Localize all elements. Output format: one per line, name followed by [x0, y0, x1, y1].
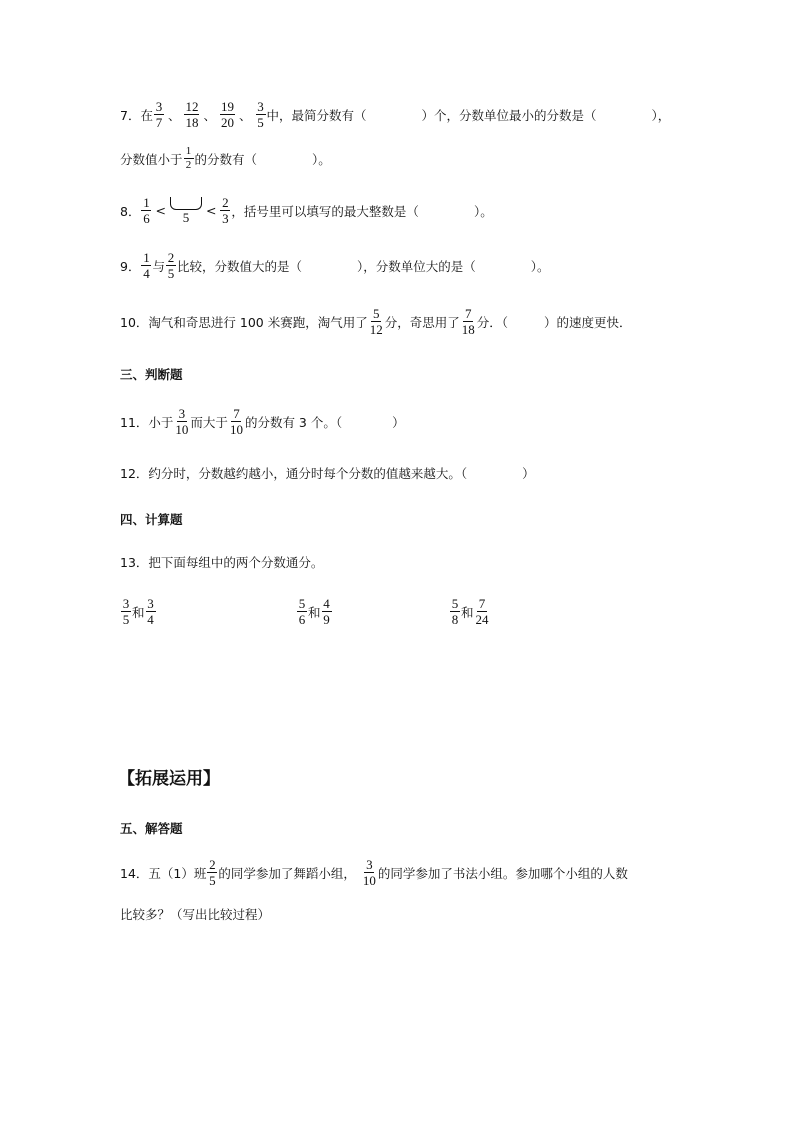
fraction: $\frac{7}{18}$: [461, 306, 475, 337]
fraction: $\frac{5}{6}$: [298, 596, 306, 627]
section-heading-judgement: 三、判断题: [120, 367, 183, 382]
q7-line2: [120, 146, 331, 171]
fraction: $\frac{3}{7}$: [155, 99, 163, 130]
q13-group-3: [449, 597, 491, 626]
q8-text1: ，括号里可以填写的最大整数是（: [231, 203, 419, 219]
fraction: $\frac{4}{9}$: [323, 596, 330, 627]
q10-line: [120, 307, 632, 336]
q9-text2: ），分数单位大的是（: [356, 258, 476, 274]
q8-number: 8．: [120, 203, 141, 219]
conjunction: 和: [308, 604, 321, 620]
extension-heading: 【拓展运用】: [118, 769, 220, 789]
q12-text1: 约分时，分数越约越小，通分时每个分数的值越来越大。（: [148, 466, 468, 481]
fraction: $\frac{5}{8}$: [451, 596, 459, 627]
q7-text1: 中，最简分数有（: [266, 107, 367, 123]
q9-line: [120, 251, 550, 280]
section-heading-solve: 五、解答题: [120, 821, 183, 836]
q7-line2-prefix: 分数值小于: [120, 151, 183, 167]
q10-text1: 淘气和奇思进行 100 米赛跑，淘气用了: [148, 314, 368, 330]
fraction: $\frac{3}{5}$: [257, 99, 264, 130]
q7-line1: 7． 在 $\frac{3}{7}$ 、 $\frac{12}{18}$ 、 $\frac{19}{20}$ 、 $\frac{3}{5}$ 中，最简分数有（ ）个，分数单位最小的分数是（ ），: [120, 99, 671, 130]
blank-fraction[interactable]: 5: [170, 197, 202, 224]
q11-text1: 小于: [148, 414, 174, 430]
q14-text1: 五（1）班: [148, 865, 207, 881]
fraction: $\frac{3}{5}$: [122, 596, 130, 627]
q14-text3: 的同学参加了书法小组。参加哪个小组的人数: [377, 865, 628, 881]
q13-number: 13．: [120, 555, 149, 570]
q11-text3: 的分数有 3 个。（: [244, 414, 343, 430]
fraction: $\frac{7}{10}$: [229, 406, 243, 437]
q11-text4: ）: [392, 414, 405, 430]
q11-line: [120, 407, 405, 436]
conjunction: 和: [132, 604, 145, 620]
q13-group-1: [120, 597, 157, 626]
q7-text2: ）个，分数单位最小的分数是（: [421, 107, 597, 123]
fraction: $\frac{3}{4}$: [147, 596, 154, 627]
fraction: $\frac{3}{10}$: [362, 857, 376, 888]
q7-line2-suffix: 的分数有（: [194, 151, 258, 167]
q7-prefix: 在: [140, 107, 153, 123]
q12-text2: ）: [522, 466, 535, 481]
q11-text2: 而大于: [190, 414, 228, 430]
q7-line2-end: ）。: [312, 151, 331, 167]
q13-line: [120, 553, 323, 571]
q7-text3: ），: [651, 107, 671, 123]
q14-line1: [120, 858, 628, 887]
q10-text4: ）的速度更快．: [544, 314, 632, 330]
fraction: $\frac{1}{2}$: [184, 146, 194, 171]
fraction: $\frac{1}{4}$: [143, 250, 150, 281]
q10-number: 10．: [120, 314, 149, 330]
fraction: $\frac{2}{3}$: [222, 195, 229, 226]
q14-number: 14．: [120, 865, 149, 881]
q9-text3: ）。: [530, 258, 550, 274]
q14-text2: 的同学参加了舞蹈小组，: [218, 865, 356, 881]
q14-line2: 比较多？（写出比较过程）: [120, 907, 271, 922]
q11-number: 11．: [120, 414, 149, 430]
q13-group-2: [296, 597, 333, 626]
fraction: $\frac{3}{10}$: [175, 406, 189, 437]
q9-text1: 比较，分数值大的是（: [176, 258, 302, 274]
section-heading-calculation: 四、计算题: [120, 512, 183, 527]
q12-number: 12．: [120, 466, 149, 481]
q8-line: 8． $\frac{1}{6}$ < 5 < $\frac{2}{3}$ ，括号里可以填写的最大整数是（ ）。: [120, 195, 493, 226]
q9-and: 与: [152, 258, 165, 274]
fraction: $\frac{12}{18}$: [185, 99, 199, 130]
q12-line: [120, 464, 535, 482]
q9-number: 9．: [120, 258, 141, 274]
fraction: $\frac{19}{20}$: [221, 99, 234, 130]
q8-text2: ）。: [473, 203, 493, 219]
fraction: $\frac{7}{24}$: [475, 596, 489, 627]
q13-text: 把下面每组中的两个分数通分。: [148, 555, 324, 570]
fraction: $\frac{5}{12}$: [369, 306, 383, 337]
q7-number: 7．: [120, 107, 141, 123]
q10-text3: 分．（: [476, 314, 508, 330]
fraction: $\frac{2}{5}$: [209, 857, 216, 888]
q10-text2: 分，奇思用了: [384, 314, 460, 330]
fraction: $\frac{1}{6}$: [143, 195, 150, 226]
fraction: $\frac{2}{5}$: [167, 250, 175, 281]
conjunction: 和: [461, 604, 474, 620]
